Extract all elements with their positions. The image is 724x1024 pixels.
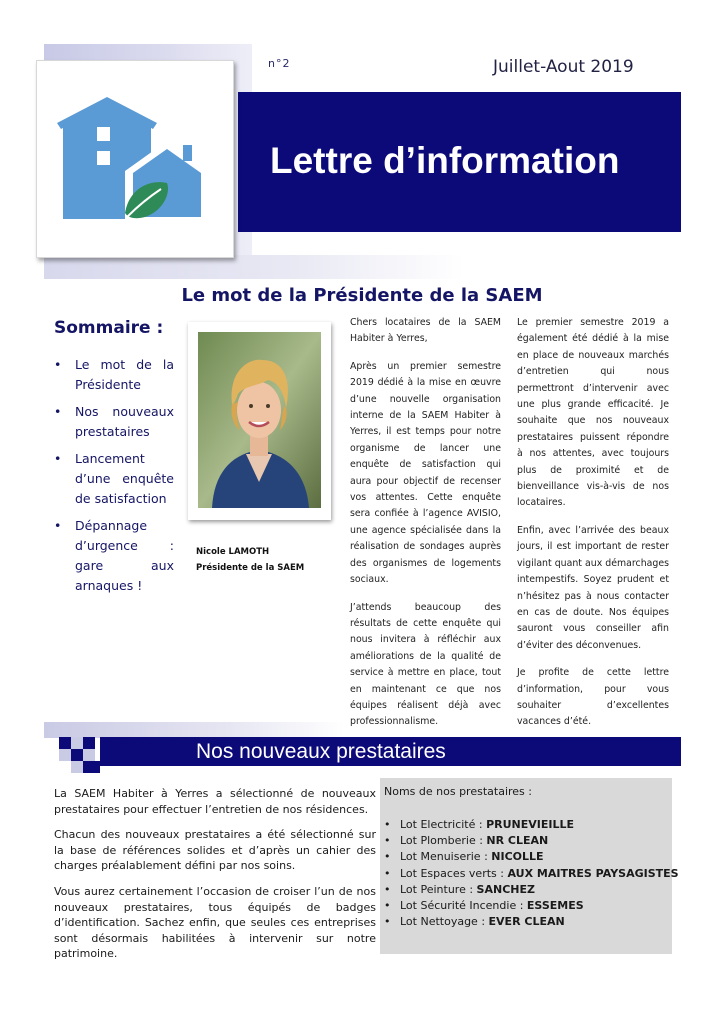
decor-square [83,737,95,749]
president-section-title: Le mot de la Présidente de la SAEM [181,285,543,306]
prestataires-section-title: Nos nouveaux prestataires [196,740,446,763]
sommaire-title: Sommaire : [54,318,164,338]
decor-square [71,749,83,761]
list-item [384,817,679,833]
decor-square [71,737,83,749]
provider-name: NR CLEAN [486,834,549,848]
house-with-leaf-logo [37,61,233,257]
paragraph: Je profite de cette lettre d’information, pour vous souhaiter d’excellentes vacances d’été. [517,667,669,728]
paragraph: Enfin, avec l’arrivée des beaux jours, il est important de rester vigilant quant aux démarchages intempestifs. Soyez prudent et n’hésitez pas à nous contacter en cas de doute. Nos équipes sauront vous conseiller afin d’éviter des déconvenues. [517,524,669,651]
decor-square [83,749,95,761]
list-item [384,866,679,882]
section-decoration [44,722,344,738]
editorial-column-2 [517,315,669,742]
lot-label: Lot Plomberie : [400,834,487,848]
issue-date: Juillet-Aout 2019 [493,57,634,77]
paragraph: Après un premier semestre 2019 dédié à la mise en œuvre d’une nouvelle organisation interne de la SAEM Habiter à Yerres, il est temps pour notre organisme de lancer une enquête de satisfaction qui aura pour objectif de recenser vos attentes. Cette enquête sera confiée à l’agence AVISIO, une agence spécialisée dans la réalisation de sondages auprès des organismes de logements sociaux. [350,360,501,586]
sommaire-item: • Lancement d’une enquête de satisfaction [54,449,174,509]
decor-square [59,737,71,749]
lot-label: Lot Espaces verts : [400,866,508,880]
sommaire-item: • Nos nouveaux prestataires [54,402,174,442]
lot-label: Lot Sécurité Incendie : [400,899,527,913]
provider-name: AUX MAITRES PAYSAGISTES [507,866,679,880]
sommaire-item: • Dépannage d’urgence : gare aux arnaques ! [54,516,174,596]
provider-name: SANCHEZ [476,882,535,896]
lot-label: Lot Electricité : [400,818,487,831]
sommaire-item: • Le mot de la Présidente [54,355,174,395]
list-item [384,849,679,865]
decor-square [59,749,71,761]
provider-name: EVER CLEAN [488,915,565,929]
decor-square [71,761,83,773]
lot-label: Lot Nettoyage : [400,915,489,929]
paragraph: Chacun des nouveaux prestataires a été sélectionné sur la base de références solides et d’après un cahier des charges préalablement défini par nos soins. [54,828,376,873]
sommaire-list [54,355,174,603]
paragraph: Vous aurez certainement l’occasion de croiser l’un de nos nouveaux prestataires, tous équipés de badges d’identification. Sachez enfin, que seules ces entreprises sont désormais habilitées à intervenir sur notre patrimoine. [54,884,376,961]
paragraph: Chers locataires de la SAEM Habiter à Yerres, [350,317,501,345]
logo-frame [36,60,234,258]
list-item [384,833,679,849]
newsletter-title: Lettre d’information [270,140,620,181]
list-item [384,898,679,914]
prestataires-box-title: Noms de nos prestataires : [384,785,532,798]
caption-role: Présidente de la SAEM [196,563,305,573]
decor-square [83,761,100,773]
caption-name: Nicole LAMOTH [196,547,270,557]
photo-caption [196,544,304,576]
paragraph: La SAEM Habiter à Yerres a sélectionné de nouveaux prestataires pour effectuer l’entretien de nos résidences. [54,787,376,816]
president-photo [188,322,331,520]
provider-name: PRUNEVIEILLE [486,818,575,831]
provider-name: NICOLLE [491,850,544,864]
issue-number: n°2 [268,57,291,70]
paragraph: J’attends beaucoup des résultats de cette enquête qui nous invitera à réfléchir aux améliorations de la qualité de service à mettre en place, tout en maintenant ce que nos équipes réalisent déjà avec professionnalisme. [350,601,501,728]
list-item [384,882,679,898]
editorial-column-1 [350,315,501,742]
provider-name: ESSEMES [526,899,584,913]
portrait-image [188,322,331,520]
list-item [384,914,679,930]
lot-label: Lot Peinture : [400,882,477,896]
lot-label: Lot Menuiserie : [400,850,492,864]
prestataires-list [384,817,679,930]
prestataires-intro [54,786,376,972]
paragraph: Le premier semestre 2019 a également été dédié à la mise en place de nouveaux marchés d’entretien qui nous permettront d’intervenir avec une plus grande efficacité. Je souhaite que nos nouveaux prestataires puissent répondre à nos attentes, avec toujours plus de proximité et de bienveillance vis-à-vis de nos locataires. [517,317,669,509]
